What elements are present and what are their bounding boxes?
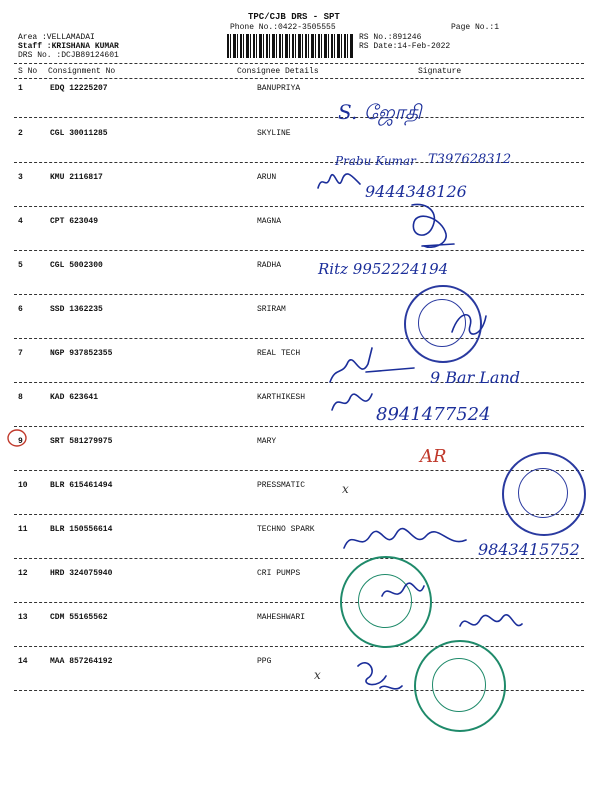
signature-row-3-number: 9444348126 bbox=[365, 182, 467, 201]
row-divider bbox=[14, 514, 584, 515]
mark-row-10: x bbox=[342, 482, 349, 496]
signature-row-2-name: Prabu Kumar bbox=[335, 154, 416, 168]
phone-number: Phone No.:0422-3505555 bbox=[230, 23, 336, 32]
drs-number: DRS No. :DCJB89124601 bbox=[18, 51, 119, 60]
row-sno: 9 bbox=[18, 437, 23, 446]
row-sno: 2 bbox=[18, 129, 23, 138]
col-header-sno: S No bbox=[18, 67, 38, 76]
row-sno: 11 bbox=[18, 525, 28, 534]
row-consignment-no: BLR 615461494 bbox=[50, 481, 113, 490]
row-consignee: MAGNA bbox=[257, 217, 282, 226]
row-consignment-no: CPT 623049 bbox=[50, 217, 99, 226]
row-sno: 5 bbox=[18, 261, 23, 270]
staff-label: Staff :KRISHANA KUMAR bbox=[18, 42, 119, 51]
row-consignment-no: CDM 55165562 bbox=[50, 613, 108, 622]
row-consignment-no: SRT 581279975 bbox=[50, 437, 113, 446]
row-consignment-no: HRD 324075940 bbox=[50, 569, 113, 578]
row-sno: 14 bbox=[18, 657, 28, 666]
signature-row-7-scribble bbox=[326, 346, 416, 390]
signature-row-5: Ritz 9952224194 bbox=[318, 260, 449, 278]
row-consignee: SKYLINE bbox=[257, 129, 291, 138]
row-consignment-no: SSD 1362235 bbox=[50, 305, 103, 314]
company-stamp-2 bbox=[502, 452, 586, 536]
row-sno: 10 bbox=[18, 481, 28, 490]
row-divider bbox=[14, 250, 584, 251]
row-divider bbox=[14, 294, 584, 295]
signature-row-7-text: 9 Bar Land bbox=[430, 368, 521, 387]
header-divider-bottom bbox=[14, 78, 584, 79]
row-consignee: BANUPRIYA bbox=[257, 84, 301, 93]
signature-row-8-scribble bbox=[330, 388, 376, 418]
signature-row-3-scribble bbox=[316, 170, 362, 196]
signature-row-13-scribble bbox=[456, 606, 526, 638]
document-title: TPC/CJB DRS - SPT bbox=[248, 12, 340, 22]
row-consignee: KARTHIKESH bbox=[257, 393, 306, 402]
col-header-signature: Signature bbox=[418, 67, 462, 76]
row-consignee: CRI PUMPS bbox=[257, 569, 301, 578]
row-consignment-no: MAA 857264192 bbox=[50, 657, 113, 666]
row-consignee: MAHESHWARI bbox=[257, 613, 306, 622]
signature-row-14-scribble bbox=[352, 656, 408, 696]
signature-row-9: AR bbox=[420, 446, 447, 467]
row-consignment-no: KMU 2116817 bbox=[50, 173, 103, 182]
row-divider bbox=[14, 426, 584, 427]
row-divider bbox=[14, 646, 584, 647]
row-consignment-no: NGP 937852355 bbox=[50, 349, 113, 358]
mark-row-14: x bbox=[314, 668, 321, 682]
signature-row-11-number: 9843415752 bbox=[478, 540, 580, 559]
row-consignee: PRESSMATIC bbox=[257, 481, 306, 490]
row-sno: 3 bbox=[18, 173, 23, 182]
row-sno: 13 bbox=[18, 613, 28, 622]
area-label: Area :VELLAMADAI bbox=[18, 33, 95, 42]
row-consignee: MARY bbox=[257, 437, 277, 446]
row-divider bbox=[14, 206, 584, 207]
row-consignment-no: KAD 623641 bbox=[50, 393, 99, 402]
row-sno: 4 bbox=[18, 217, 23, 226]
row-consignee: RADHA bbox=[257, 261, 282, 270]
signature-row-4-scribble bbox=[402, 200, 458, 256]
row-divider bbox=[14, 117, 584, 118]
header-divider-top bbox=[14, 63, 584, 64]
row-consignee: TECHNO SPARK bbox=[257, 525, 315, 534]
row-consignment-no: BLR 150556614 bbox=[50, 525, 113, 534]
row-sno: 12 bbox=[18, 569, 28, 578]
col-header-consignment: Consignment No bbox=[48, 67, 116, 76]
row-consignee: ARUN bbox=[257, 173, 277, 182]
signature-row-1: S. ஜோதி bbox=[338, 100, 422, 124]
signature-row-11-scribble bbox=[340, 522, 470, 562]
rs-number: RS No.:891246 bbox=[359, 33, 422, 42]
row-consignee: REAL TECH bbox=[257, 349, 301, 358]
row-sno: 1 bbox=[18, 84, 23, 93]
signature-row-6-scribble bbox=[446, 302, 490, 346]
signature-row-2-number: T397628312 bbox=[428, 152, 512, 167]
row-divider bbox=[14, 338, 584, 339]
company-stamp-4 bbox=[414, 640, 506, 732]
row-sno: 7 bbox=[18, 349, 23, 358]
row-consignee: SRIRAM bbox=[257, 305, 286, 314]
row-sno: 6 bbox=[18, 305, 23, 314]
barcode bbox=[227, 34, 353, 58]
signature-row-12-scribble bbox=[378, 578, 428, 608]
row-divider bbox=[14, 470, 584, 471]
circle-mark-9 bbox=[6, 428, 30, 448]
rs-date: RS Date:14-Feb-2022 bbox=[359, 42, 451, 51]
row-consignment-no: CGL 30011285 bbox=[50, 129, 108, 138]
row-divider bbox=[14, 602, 584, 603]
row-consignee: PPG bbox=[257, 657, 272, 666]
row-consignment-no: EDQ 12225207 bbox=[50, 84, 108, 93]
page-number: Page No.:1 bbox=[451, 23, 500, 32]
col-header-consignee: Consignee Details bbox=[237, 67, 319, 76]
signature-row-8-number: 8941477524 bbox=[376, 404, 491, 425]
row-consignment-no: CGL 5002300 bbox=[50, 261, 103, 270]
row-sno: 8 bbox=[18, 393, 23, 402]
